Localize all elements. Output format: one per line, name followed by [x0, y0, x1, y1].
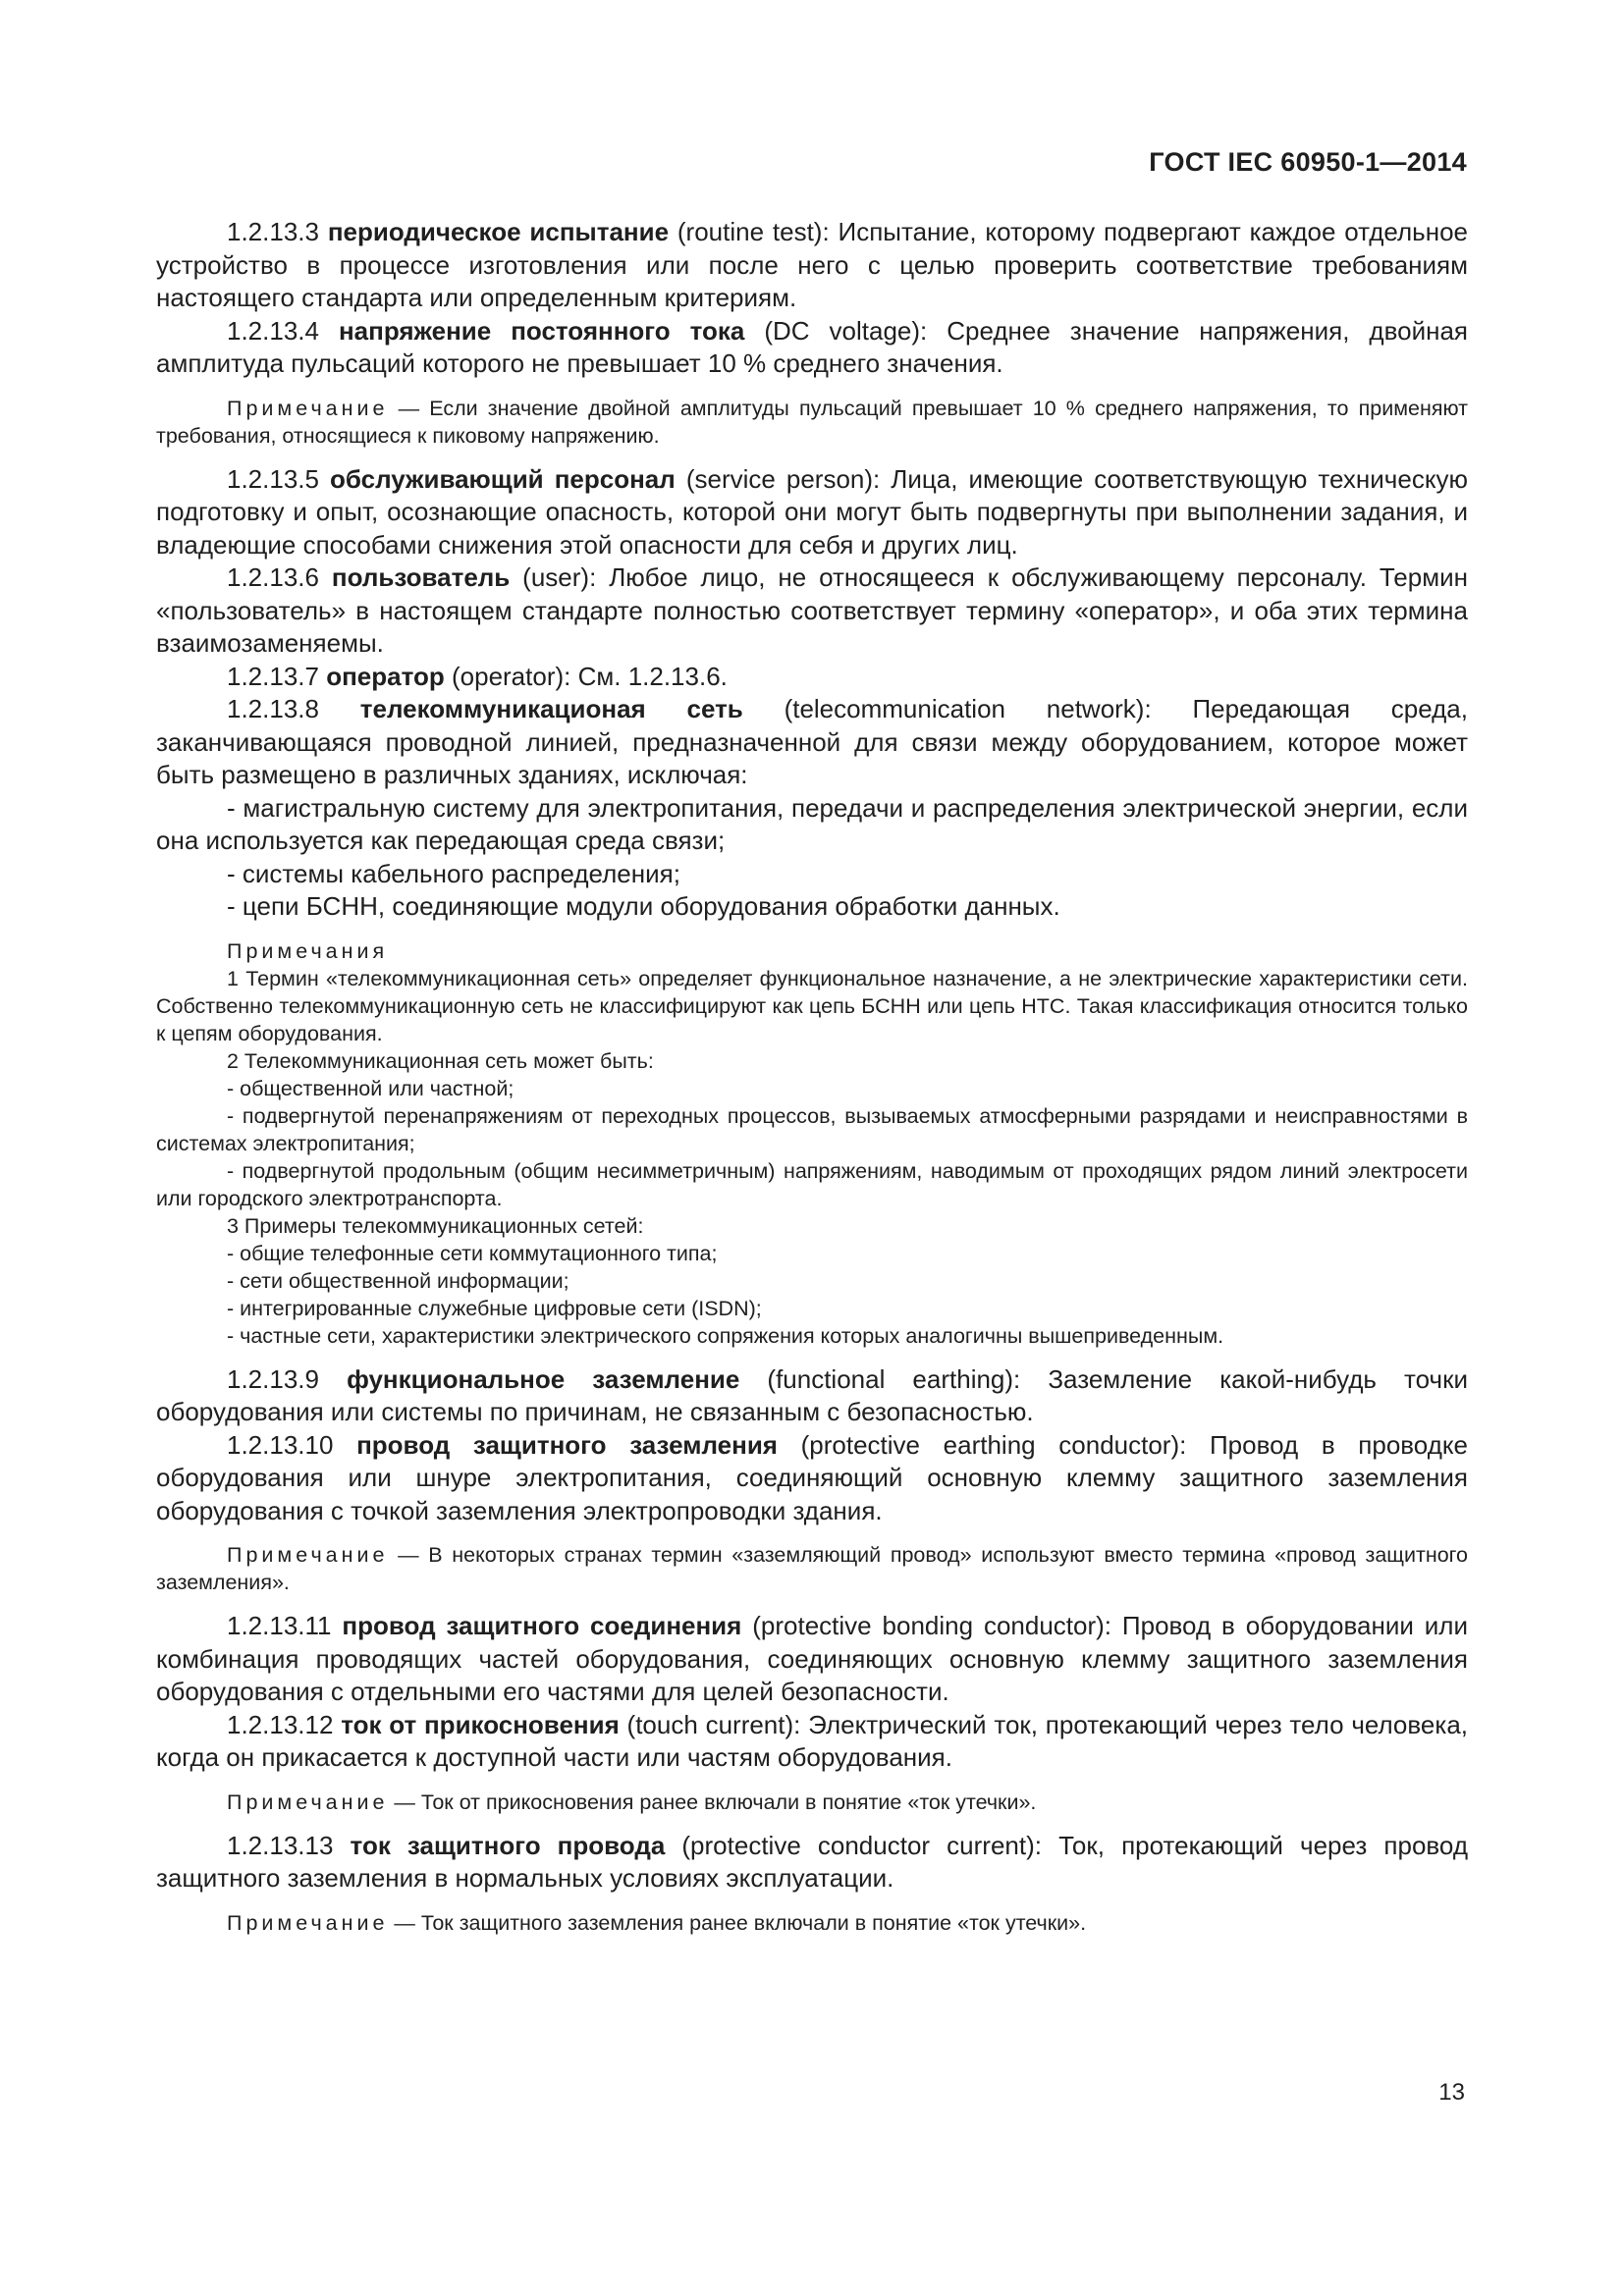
notes-heading: [156, 937, 1468, 965]
page-content: [156, 216, 1468, 1937]
clause-1-2-13-9: [156, 1363, 1468, 1429]
clause-1-2-13-11: [156, 1610, 1468, 1709]
note-label: Примечание: [227, 396, 389, 420]
clause-1-2-13-10: [156, 1429, 1468, 1528]
clause-term: периодическое испытание: [327, 217, 670, 246]
clause-text: (functional earthing): Заземление какой-нибудь точки оборудования или системы по причинам, не связанным с безопасностью.: [156, 1363, 1468, 1426]
list-item: - системы кабельного распределения;: [227, 858, 680, 888]
note-3: [156, 1541, 1468, 1596]
clause-number: 1.2.13.3: [227, 217, 319, 246]
clause-term: функциональное заземление: [347, 1363, 740, 1394]
note-line: - интегрированные служебные цифровые сети (ISDN);: [227, 1296, 762, 1320]
note-text: — В некоторых странах термин «заземляющий провод» используют вместо термина «провод защитного заземления».: [156, 1543, 1468, 1594]
clause-1-2-13-3: [156, 216, 1468, 315]
note-5: [156, 1909, 1468, 1937]
note-line: - частные сети, характеристики электрического сопряжения которых аналогичны вышеприведенным.: [227, 1323, 1224, 1348]
clause-term: пользователь: [331, 562, 511, 592]
clause-number: 1.2.13.8: [227, 694, 319, 723]
clause-term: ток от прикосновения: [341, 1709, 620, 1739]
clause-number: 1.2.13.6: [227, 562, 319, 592]
clause-1-2-13-12: [156, 1709, 1468, 1775]
clause-text: (protective earthing conductor): Провод в проводке оборудования или шнуре электропитания, соединяющий основную клемму защитного заземления оборудования с точкой заземления электропроводки здания.: [156, 1429, 1468, 1525]
clause-text: (service person): Лица, имеющие соответствующую техническую подготовку и опыт, осознающие опасность, которой они могут быть подвергнуты при выполнении задания, и владеющие способами снижения этой опасности для себя и других лиц.: [156, 463, 1468, 560]
clause-1-2-13-13: [156, 1830, 1468, 1896]
standard-header: ГОСТ IEC 60950-1—2014: [1149, 147, 1467, 177]
clause-1-2-13-6: [156, 561, 1468, 661]
note-1: [156, 395, 1468, 450]
clause-text: (telecommunication network): Передающая среда, заканчивающаяся проводной линией, предназначенной для связи между оборудованием, которое может быть размещено в различных зданиях, исключая:: [156, 694, 1468, 789]
list-item: - цепи БСНН, соединяющие модули оборудования обработки данных.: [227, 891, 1060, 921]
clause-term: напряжение постоянного тока: [338, 315, 745, 346]
clause-term: обслуживающий персонал: [330, 463, 676, 494]
note-label: Примечание: [227, 1789, 389, 1814]
note-line: - общественной или частной;: [227, 1076, 514, 1100]
clause-text: (touch current): Электрический ток, протекающий через тело человека, когда он прикасается к доступной части или частям оборудования.: [156, 1709, 1469, 1772]
clause-term: провод защитного соединения: [342, 1611, 742, 1640]
clause-term: провод защитного заземления: [356, 1429, 778, 1460]
note-line: - подвергнутой продольным (общим несимметричным) напряжениям, наводимым от проходящих рядом линий электросети или городского электротранспорта.: [156, 1158, 1468, 1210]
clause-text: (operator): См. 1.2.13.6.: [444, 661, 728, 691]
clause-number: 1.2.13.13: [227, 1830, 334, 1860]
clause-term: телекоммуникационая сеть: [359, 694, 743, 723]
clause-1-2-13-4: [156, 315, 1468, 381]
clause-number: 1.2.13.7: [227, 661, 319, 691]
note-label: Примечания: [227, 938, 389, 963]
clause-number: 1.2.13.11: [227, 1611, 332, 1640]
clause-number: 1.2.13.4: [227, 315, 319, 346]
clause-number: 1.2.13.5: [227, 463, 319, 494]
list-item: - магистральную систему для электропитания, передачи и распределения электрической энергии, если она используется как передающая среда связи;: [156, 792, 1468, 855]
clause-1-2-13-8: [156, 693, 1468, 792]
clause-term: оператор: [326, 661, 445, 691]
note-line: 3 Примеры телекоммуникационных сетей:: [227, 1213, 644, 1238]
clause-text: (DC voltage): Среднее значение напряжения, двойная амплитуда пульсаций которого не превышает 10 % среднего значения.: [156, 315, 1469, 378]
note-line: 1 Термин «телекоммуникационная сеть» определяет функциональное назначение, а не электрические характеристики сети. Собственно телекоммуникационную сеть не классифицируют как цепь БСНН или цепь НТС. Такая классификация относится только к цепям оборудования.: [156, 966, 1468, 1045]
notes-block-2: [156, 937, 1468, 1350]
note-text: — Если значение двойной амплитуды пульсаций превышает 10 % среднего напряжения, то применяют требования, относящиеся к пиковому напряжению.: [156, 396, 1468, 448]
clause-text: (routine test): Испытание, которому подвергают каждое отдельное устройство в процессе изготовления или после него с целью проверить соответствие требованиям настоящего стандарта или определенным критериям.: [156, 217, 1468, 312]
clause-text: (protective bonding conductor): Провод в оборудовании или комбинация проводящих частей оборудования, соединяющих основную клемму защитного заземления оборудования с отдельными его частями для целей безопасности.: [156, 1611, 1468, 1706]
note-text: — Ток от прикосновения ранее включали в понятие «ток утечки».: [388, 1789, 1037, 1814]
clause-1-2-13-5: [156, 463, 1468, 562]
note-line: - общие телефонные сети коммутационного типа;: [227, 1241, 718, 1265]
note-line: - подвергнутой перенапряжениям от переходных процессов, вызываемых атмосферными разрядами и неисправностями в системах электропитания;: [156, 1103, 1468, 1155]
note-line: 2 Телекоммуникационная сеть может быть:: [227, 1048, 654, 1073]
page-number: 13: [1438, 2079, 1465, 2106]
note-label: Примечание: [227, 1910, 389, 1935]
note-text: — Ток защитного заземления ранее включали в понятие «ток утечки».: [388, 1910, 1087, 1935]
clause-1-2-13-7: [156, 661, 1468, 694]
clause-number: 1.2.13.12: [227, 1709, 334, 1739]
clause-number: 1.2.13.10: [227, 1429, 334, 1460]
clause-text: (user): Любое лицо, не относящееся к обслуживающему персоналу. Термин «пользователь» в настоящем стандарте полностью соответствует термину «оператор», и оба этих термина взаимозаменяемы.: [156, 562, 1468, 658]
clause-number: 1.2.13.9: [227, 1363, 319, 1394]
clause-term: ток защитного провода: [350, 1830, 666, 1860]
clause-text: (protective conductor current): Ток, протекающий через провод защитного заземления в нормальных условиях эксплуатации.: [156, 1830, 1468, 1893]
note-label: Примечание: [227, 1543, 389, 1567]
note-line: - сети общественной информации;: [227, 1268, 569, 1293]
note-4: [156, 1789, 1468, 1816]
